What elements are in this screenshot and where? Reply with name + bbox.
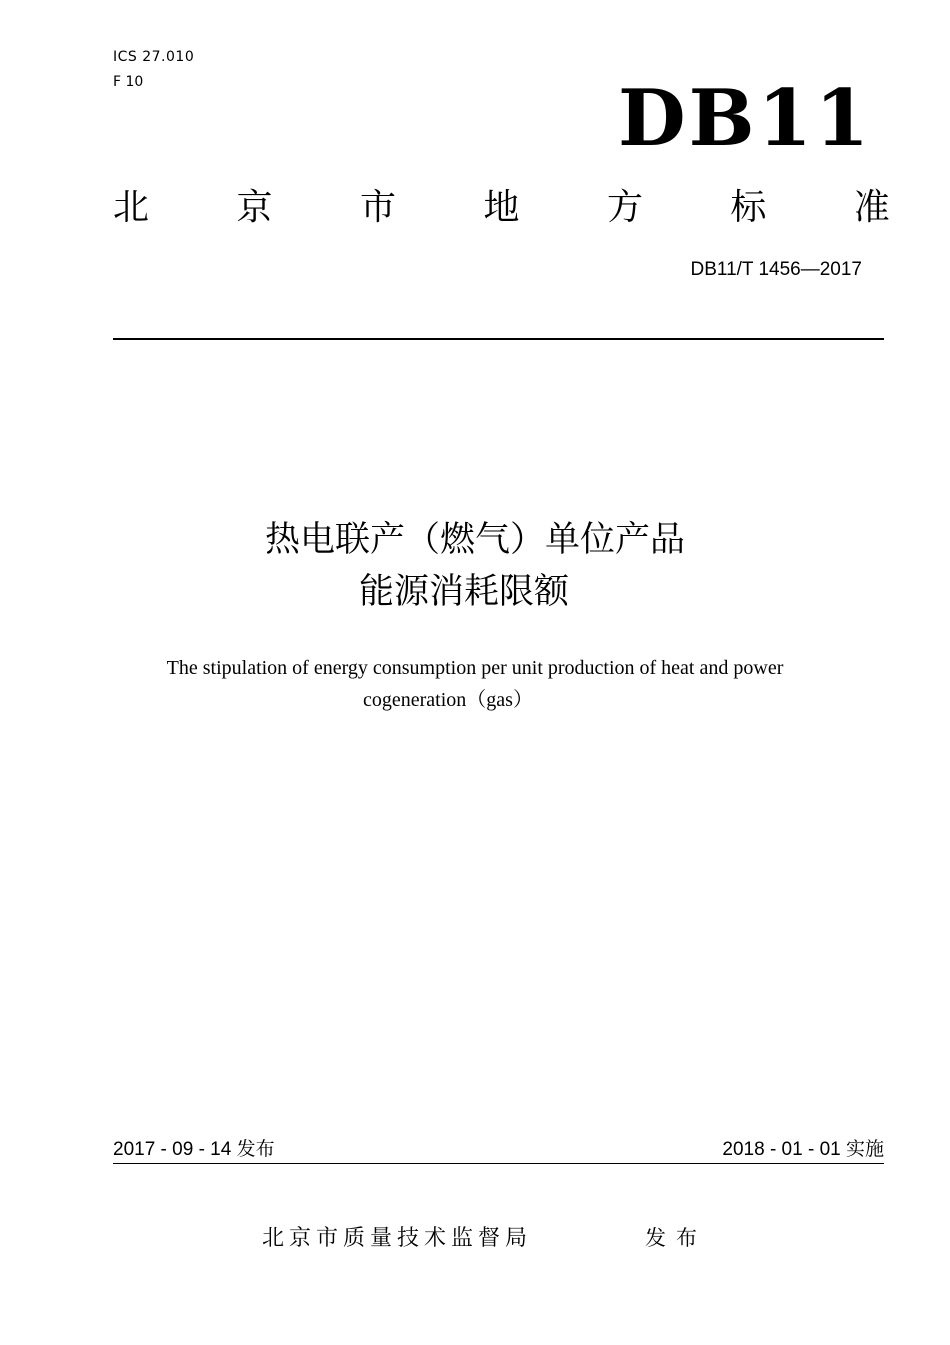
standard-type-char: 方 [606, 187, 643, 228]
ccs-code: F 10 [113, 74, 144, 90]
issuer: 北京市质量技术监督局 [262, 1226, 533, 1251]
title-chinese [0, 514, 950, 618]
standard-type-char: 标 [730, 187, 767, 228]
title-english [0, 652, 950, 716]
title-chinese-line1: 热电联产（燃气）单位产品 [264, 520, 685, 560]
standard-type [113, 183, 890, 233]
standard-type-char: 地 [483, 187, 520, 228]
top-divider [113, 338, 884, 340]
db-logo: DB11 [618, 73, 873, 164]
standard-type-char: 北 [113, 187, 150, 228]
ics-code: ICS 27.010 [113, 49, 195, 65]
standard-type-char: 京 [236, 187, 273, 228]
implementation-date: 2018 - 01 - 01 实施 [722, 1139, 884, 1160]
issue-label: 发布 [645, 1226, 707, 1250]
issue-date: 2017 - 09 - 14 发布 [113, 1139, 275, 1160]
title-english-line1: The stipulation of energy consumption per unit production of heat and power [166, 657, 784, 679]
standard-type-char: 市 [359, 187, 396, 228]
title-english-line2: cogeneration（gas） [363, 689, 533, 711]
title-chinese-line2: 能源消耗限额 [358, 572, 569, 612]
standard-number: DB11/T 1456—2017 [690, 259, 862, 280]
standard-type-char: 准 [853, 187, 890, 228]
bottom-divider [113, 1163, 884, 1164]
